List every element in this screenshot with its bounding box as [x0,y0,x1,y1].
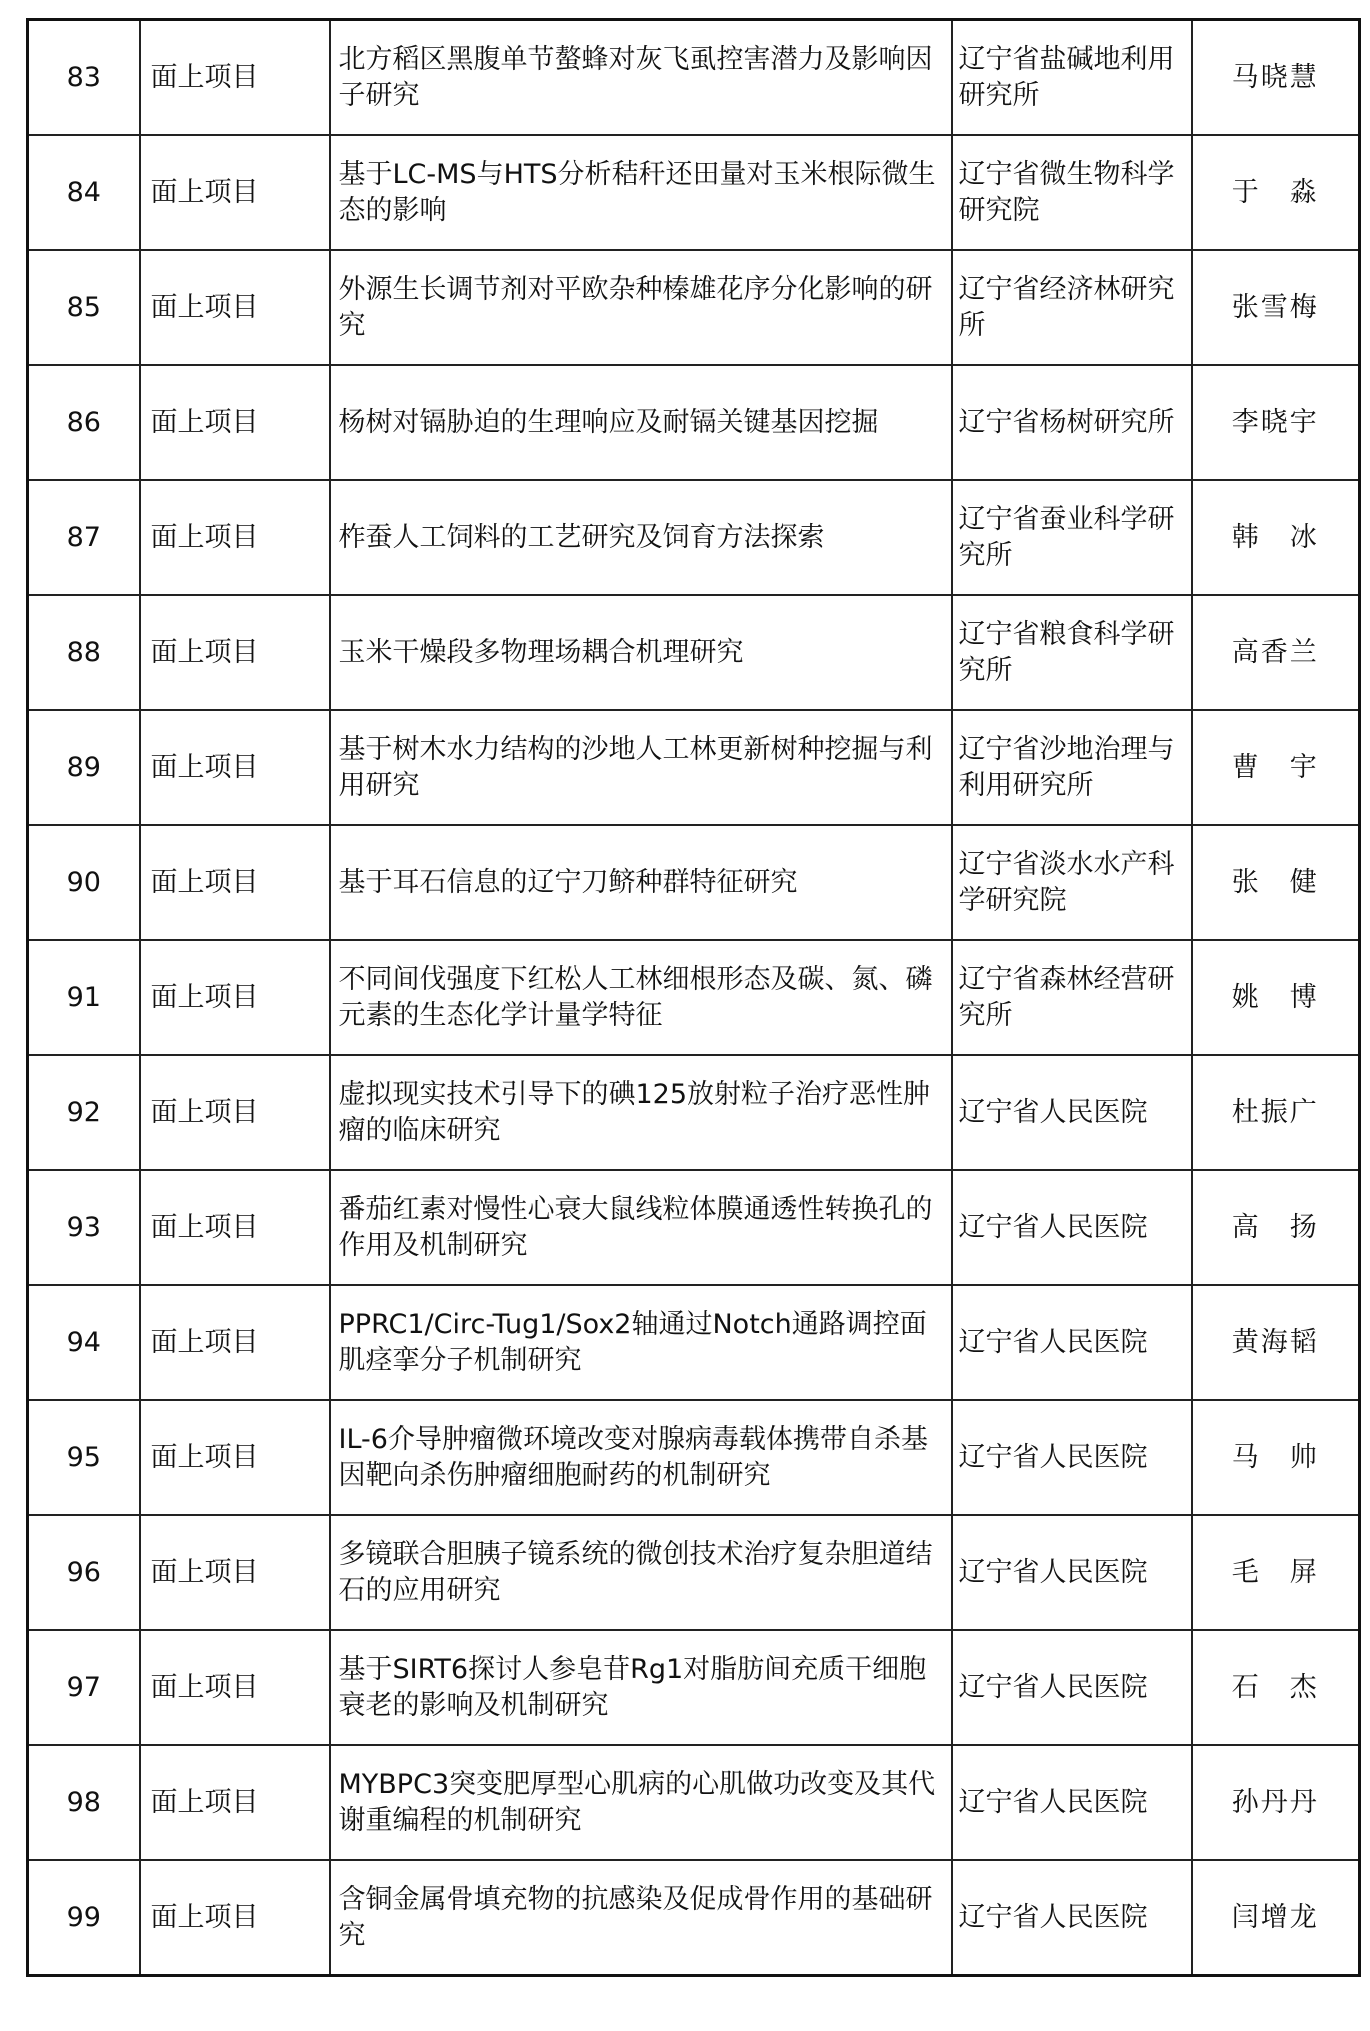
project-type: 面上项目 [140,710,330,825]
principal-investigator: 李晓宇 [1192,365,1360,480]
principal-investigator: 马 帅 [1192,1400,1360,1515]
row-number: 98 [28,1745,140,1860]
project-type: 面上项目 [140,1055,330,1170]
principal-investigator: 高香兰 [1192,595,1360,710]
institution: 辽宁省经济林研究所 [952,250,1192,365]
institution: 辽宁省人民医院 [952,1745,1192,1860]
principal-investigator: 高 扬 [1192,1170,1360,1285]
project-title: 番茄红素对慢性心衰大鼠线粒体膜通透性转换孔的作用及机制研究 [330,1170,952,1285]
table-row [28,1630,1360,1745]
project-title: 杨树对镉胁迫的生理响应及耐镉关键基因挖掘 [330,365,952,480]
project-title: PPRC1/Circ-Tug1/Sox2轴通过Notch通路调控面肌痉挛分子机制研究 [330,1285,952,1400]
table-row [28,940,1360,1055]
institution: 辽宁省淡水水产科学研究院 [952,825,1192,940]
table-row [28,1055,1360,1170]
row-number: 93 [28,1170,140,1285]
row-number: 86 [28,365,140,480]
project-type: 面上项目 [140,1860,330,1976]
row-number: 85 [28,250,140,365]
row-number: 83 [28,20,140,136]
principal-investigator: 黄海韬 [1192,1285,1360,1400]
project-type: 面上项目 [140,1745,330,1860]
row-number: 87 [28,480,140,595]
institution: 辽宁省森林经营研究所 [952,940,1192,1055]
table-row [28,595,1360,710]
project-title: 不同间伐强度下红松人工林细根形态及碳、氮、磷元素的生态化学计量学特征 [330,940,952,1055]
project-type: 面上项目 [140,480,330,595]
institution: 辽宁省杨树研究所 [952,365,1192,480]
row-number: 99 [28,1860,140,1976]
row-number: 91 [28,940,140,1055]
project-type: 面上项目 [140,1170,330,1285]
institution: 辽宁省粮食科学研究所 [952,595,1192,710]
institution: 辽宁省蚕业科学研究所 [952,480,1192,595]
row-number: 92 [28,1055,140,1170]
principal-investigator: 张 健 [1192,825,1360,940]
project-list-page [26,18,1358,1977]
row-number: 94 [28,1285,140,1400]
institution: 辽宁省人民医院 [952,1860,1192,1976]
institution: 辽宁省人民医院 [952,1400,1192,1515]
project-title: 基于SIRT6探讨人参皂苷Rg1对脂肪间充质干细胞衰老的影响及机制研究 [330,1630,952,1745]
table-row [28,1515,1360,1630]
project-title: 外源生长调节剂对平欧杂种榛雄花序分化影响的研究 [330,250,952,365]
principal-investigator: 石 杰 [1192,1630,1360,1745]
table-row [28,1170,1360,1285]
project-title: MYBPC3突变肥厚型心肌病的心肌做功改变及其代谢重编程的机制研究 [330,1745,952,1860]
row-number: 84 [28,135,140,250]
principal-investigator: 闫增龙 [1192,1860,1360,1976]
project-title: 基于耳石信息的辽宁刀鲚种群特征研究 [330,825,952,940]
institution: 辽宁省微生物科学研究院 [952,135,1192,250]
project-type: 面上项目 [140,825,330,940]
row-number: 90 [28,825,140,940]
table-row [28,710,1360,825]
project-type: 面上项目 [140,940,330,1055]
table-row [28,480,1360,595]
project-type: 面上项目 [140,1515,330,1630]
project-type: 面上项目 [140,250,330,365]
principal-investigator: 孙丹丹 [1192,1745,1360,1860]
project-table [26,18,1361,1977]
project-title: 柞蚕人工饲料的工艺研究及饲育方法探索 [330,480,952,595]
project-title: 玉米干燥段多物理场耦合机理研究 [330,595,952,710]
project-title: 基于LC-MS与HTS分析秸秆还田量对玉米根际微生态的影响 [330,135,952,250]
table-row [28,1400,1360,1515]
project-type: 面上项目 [140,365,330,480]
project-type: 面上项目 [140,1285,330,1400]
project-title: 含铜金属骨填充物的抗感染及促成骨作用的基础研究 [330,1860,952,1976]
institution: 辽宁省人民医院 [952,1630,1192,1745]
project-title: 多镜联合胆胰子镜系统的微创技术治疗复杂胆道结石的应用研究 [330,1515,952,1630]
project-title: 北方稻区黑腹单节螯蜂对灰飞虱控害潜力及影响因子研究 [330,20,952,136]
row-number: 89 [28,710,140,825]
institution: 辽宁省人民医院 [952,1285,1192,1400]
table-row [28,135,1360,250]
row-number: 88 [28,595,140,710]
principal-investigator: 姚 博 [1192,940,1360,1055]
institution: 辽宁省人民医院 [952,1515,1192,1630]
table-row [28,20,1360,136]
project-type: 面上项目 [140,135,330,250]
institution: 辽宁省人民医院 [952,1170,1192,1285]
project-type: 面上项目 [140,1630,330,1745]
project-title: 虚拟现实技术引导下的碘125放射粒子治疗恶性肿瘤的临床研究 [330,1055,952,1170]
table-row [28,1285,1360,1400]
principal-investigator: 韩 冰 [1192,480,1360,595]
project-type: 面上项目 [140,1400,330,1515]
table-row [28,1745,1360,1860]
table-row [28,1860,1360,1976]
project-type: 面上项目 [140,595,330,710]
principal-investigator: 于 淼 [1192,135,1360,250]
project-title: 基于树木水力结构的沙地人工林更新树种挖掘与利用研究 [330,710,952,825]
table-row [28,365,1360,480]
project-title: IL-6介导肿瘤微环境改变对腺病毒载体携带自杀基因靶向杀伤肿瘤细胞耐药的机制研究 [330,1400,952,1515]
row-number: 97 [28,1630,140,1745]
principal-investigator: 张雪梅 [1192,250,1360,365]
institution: 辽宁省盐碱地利用研究所 [952,20,1192,136]
row-number: 96 [28,1515,140,1630]
table-row [28,250,1360,365]
principal-investigator: 马晓慧 [1192,20,1360,136]
institution: 辽宁省人民医院 [952,1055,1192,1170]
principal-investigator: 毛 屏 [1192,1515,1360,1630]
principal-investigator: 曹 宇 [1192,710,1360,825]
project-type: 面上项目 [140,20,330,136]
row-number: 95 [28,1400,140,1515]
table-row [28,825,1360,940]
principal-investigator: 杜振广 [1192,1055,1360,1170]
institution: 辽宁省沙地治理与利用研究所 [952,710,1192,825]
